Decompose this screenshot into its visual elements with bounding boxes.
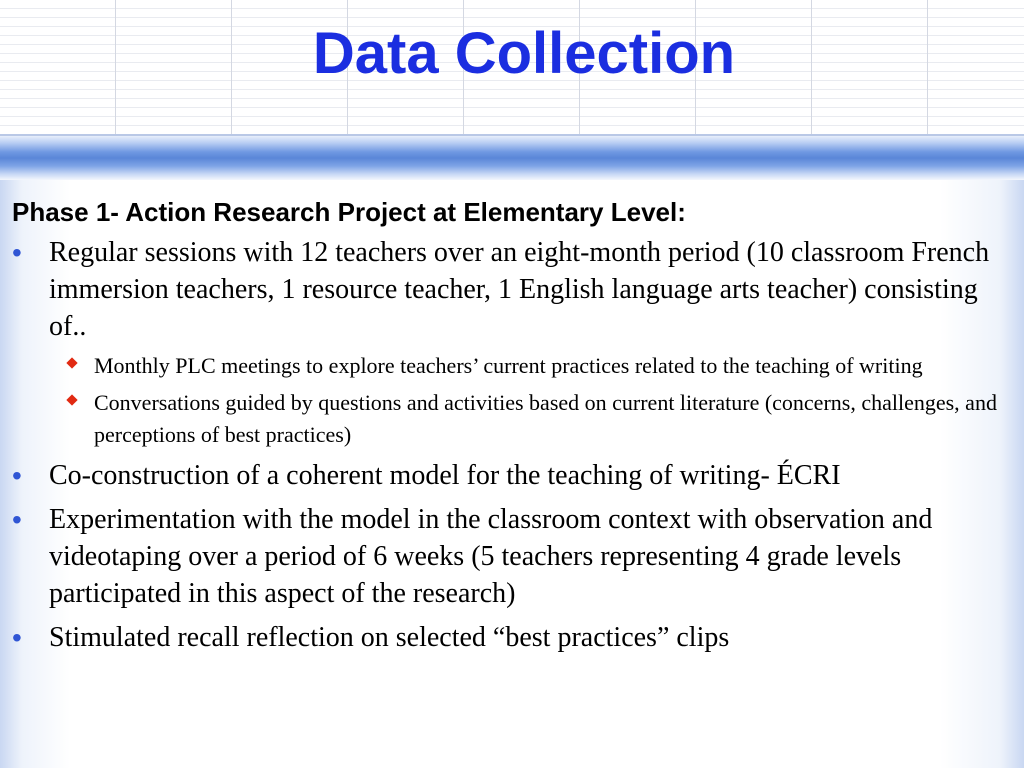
bullet-item [12,619,1002,656]
header-grid-background [0,0,1024,136]
bullet-dot-icon: • [12,237,22,268]
bullet-text: Co-construction of a coherent model for the teaching of writing- ÉCRI [49,460,841,491]
bullet-dot-icon: • [12,622,22,653]
slide-title: Data Collection [312,21,736,86]
sub-bullet-item [12,387,1002,451]
sub-bullet-item [12,350,1002,382]
bullet-dot-icon: • [12,460,22,491]
diamond-bullet-icon [66,394,77,405]
bullet-text: Regular sessions with 12 teachers over an eight-month period (10 classroom French immersion teachers, 1 resource teacher, 1 English language arts teacher) consisting of.. [49,237,990,342]
bullet-item [12,234,1002,345]
bullet-item [12,501,1002,612]
bullet-item [12,457,1002,494]
header-blue-band [0,136,1024,180]
sub-bullet-text: Conversations guided by questions and activities based on current literature (concerns, challenges, and perceptions of best practices) [94,390,997,447]
sub-bullet-list [12,350,1002,451]
slide-body [12,192,1002,656]
sub-bullet-text: Monthly PLC meetings to explore teachers’ current practices related to the teaching of writing [94,353,923,378]
phase-heading: Phase 1- Action Research Project at Elementary Level: [12,197,686,227]
bullet-text: Experimentation with the model in the classroom context with observation and videotaping over a period of 6 weeks (5 teachers representing 4 grade levels participated in this aspect of the research) [49,504,933,609]
bullet-text: Stimulated recall reflection on selected “best practices” clips [49,622,730,653]
diamond-bullet-icon [66,357,77,368]
bullet-dot-icon: • [12,504,22,535]
